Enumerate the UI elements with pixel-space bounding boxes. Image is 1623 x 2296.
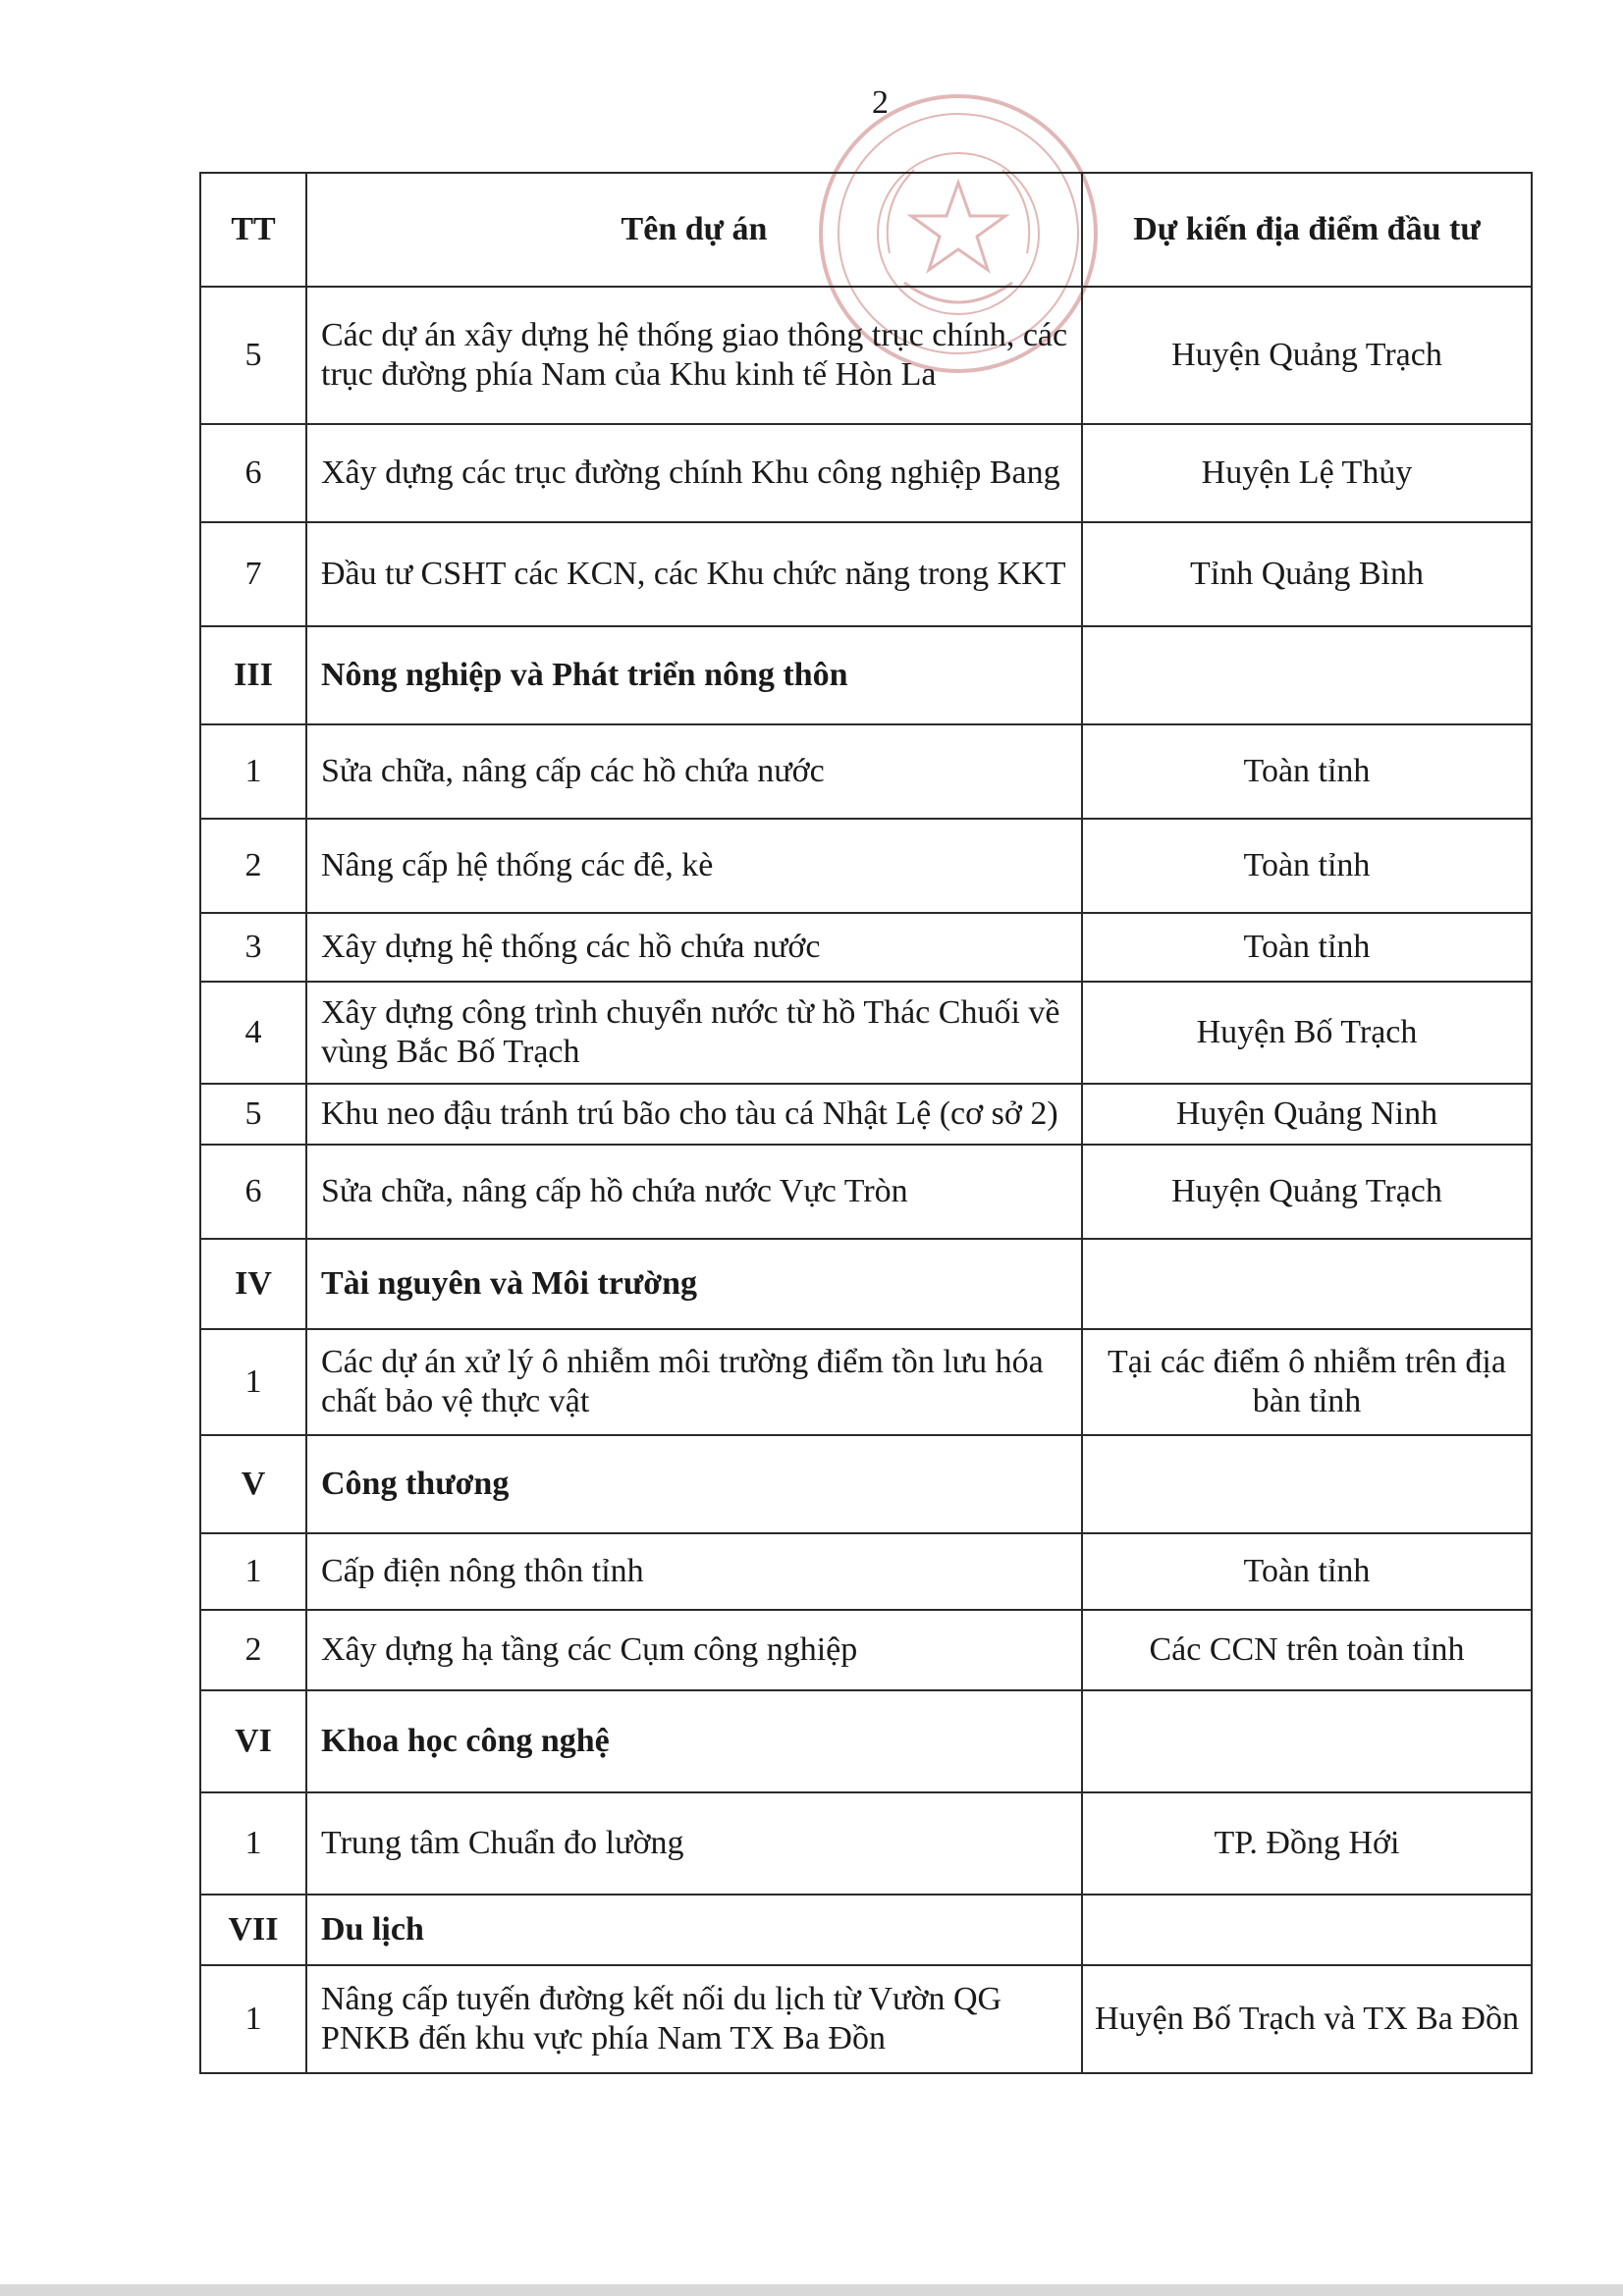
row-location-cell: Toàn tỉnh (1082, 1533, 1532, 1610)
header-tt: TT (200, 173, 306, 287)
table-row (200, 1792, 1532, 1895)
table-row (200, 724, 1532, 819)
project-table (199, 172, 1533, 2074)
table-row (200, 424, 1532, 522)
row-tt-cell: 2 (200, 819, 306, 913)
section-row (200, 1690, 1532, 1792)
row-location-cell: Huyện Bố Trạch và TX Ba Đồn (1082, 1965, 1532, 2073)
row-project-name-cell: Nông nghiệp và Phát triển nông thôn (306, 626, 1082, 724)
row-project-name-cell: Tài nguyên và Môi trường (306, 1239, 1082, 1329)
section-row (200, 1435, 1532, 1533)
table-row (200, 913, 1532, 982)
table-row (200, 1145, 1532, 1239)
row-tt-cell: 4 (200, 982, 306, 1084)
table-row (200, 1533, 1532, 1610)
row-tt-cell: IV (200, 1239, 306, 1329)
row-tt-cell: 3 (200, 913, 306, 982)
row-location-cell: Tại các điểm ô nhiễm trên địa bàn tỉnh (1082, 1329, 1532, 1435)
row-tt-cell: 1 (200, 1792, 306, 1895)
row-location-cell (1082, 1690, 1532, 1792)
row-location-cell (1082, 1239, 1532, 1329)
row-project-name-cell: Nâng cấp hệ thống các đê, kè (306, 819, 1082, 913)
row-location-cell (1082, 626, 1532, 724)
table-row (200, 1329, 1532, 1435)
row-project-name-cell: Xây dựng hệ thống các hồ chứa nước (306, 913, 1082, 982)
row-location-cell: Toàn tỉnh (1082, 724, 1532, 819)
row-location-cell: Toàn tỉnh (1082, 819, 1532, 913)
row-location-cell: Huyện Quảng Ninh (1082, 1084, 1532, 1145)
row-tt-cell: 1 (200, 1329, 306, 1435)
row-project-name-cell: Cấp điện nông thôn tỉnh (306, 1533, 1082, 1610)
row-tt-cell: III (200, 626, 306, 724)
table-body (200, 287, 1532, 2073)
row-project-name-cell: Xây dựng hạ tầng các Cụm công nghiệp (306, 1610, 1082, 1690)
row-tt-cell: 2 (200, 1610, 306, 1690)
row-project-name-cell: Sửa chữa, nâng cấp các hồ chứa nước (306, 724, 1082, 819)
row-project-name-cell: Xây dựng công trình chuyển nước từ hồ Thác Chuối về vùng Bắc Bố Trạch (306, 982, 1082, 1084)
row-tt-cell: 1 (200, 1533, 306, 1610)
table-row (200, 287, 1532, 424)
row-project-name-cell: Xây dựng các trục đường chính Khu công nghiệp Bang (306, 424, 1082, 522)
row-location-cell: Huyện Quảng Trạch (1082, 1145, 1532, 1239)
row-tt-cell: 1 (200, 1965, 306, 2073)
row-location-cell: Toàn tỉnh (1082, 913, 1532, 982)
row-location-cell (1082, 1895, 1532, 1965)
header-project-name: Tên dự án (306, 173, 1082, 287)
row-tt-cell: 1 (200, 724, 306, 819)
table-row (200, 1084, 1532, 1145)
row-location-cell (1082, 1435, 1532, 1533)
table-row (200, 819, 1532, 913)
row-project-name-cell: Khoa học công nghệ (306, 1690, 1082, 1792)
row-project-name-cell: Đầu tư CSHT các KCN, các Khu chức năng trong KKT (306, 522, 1082, 626)
row-tt-cell: VII (200, 1895, 306, 1965)
row-project-name-cell: Khu neo đậu tránh trú bão cho tàu cá Nhật Lệ (cơ sở 2) (306, 1084, 1082, 1145)
row-project-name-cell: Nâng cấp tuyến đường kết nối du lịch từ Vườn QG PNKB đến khu vực phía Nam TX Ba Đồn (306, 1965, 1082, 2073)
row-tt-cell: 7 (200, 522, 306, 626)
section-row (200, 1239, 1532, 1329)
page-number: 2 (872, 84, 889, 121)
row-project-name-cell: Các dự án xây dựng hệ thống giao thông trục chính, các trục đường phía Nam của Khu kinh tế Hòn La (306, 287, 1082, 424)
row-project-name-cell: Du lịch (306, 1895, 1082, 1965)
row-tt-cell: VI (200, 1690, 306, 1792)
table-row (200, 982, 1532, 1084)
row-project-name-cell: Công thương (306, 1435, 1082, 1533)
table-row (200, 522, 1532, 626)
row-tt-cell: 6 (200, 424, 306, 522)
row-location-cell: Các CCN trên toàn tỉnh (1082, 1610, 1532, 1690)
row-location-cell: Huyện Quảng Trạch (1082, 287, 1532, 424)
header-location: Dự kiến địa điểm đầu tư (1082, 173, 1532, 287)
section-row (200, 626, 1532, 724)
row-location-cell: TP. Đồng Hới (1082, 1792, 1532, 1895)
row-tt-cell: 5 (200, 1084, 306, 1145)
row-location-cell: Huyện Bố Trạch (1082, 982, 1532, 1084)
scan-edge (0, 2284, 1623, 2296)
table-row (200, 1610, 1532, 1690)
table-header-row (200, 173, 1532, 287)
row-project-name-cell: Sửa chữa, nâng cấp hồ chứa nước Vực Tròn (306, 1145, 1082, 1239)
row-tt-cell: V (200, 1435, 306, 1533)
row-location-cell: Huyện Lệ Thủy (1082, 424, 1532, 522)
table-row (200, 1965, 1532, 2073)
row-location-cell: Tỉnh Quảng Bình (1082, 522, 1532, 626)
row-tt-cell: 6 (200, 1145, 306, 1239)
row-tt-cell: 5 (200, 287, 306, 424)
section-row (200, 1895, 1532, 1965)
row-project-name-cell: Các dự án xử lý ô nhiễm môi trường điểm tồn lưu hóa chất bảo vệ thực vật (306, 1329, 1082, 1435)
row-project-name-cell: Trung tâm Chuẩn đo lường (306, 1792, 1082, 1895)
